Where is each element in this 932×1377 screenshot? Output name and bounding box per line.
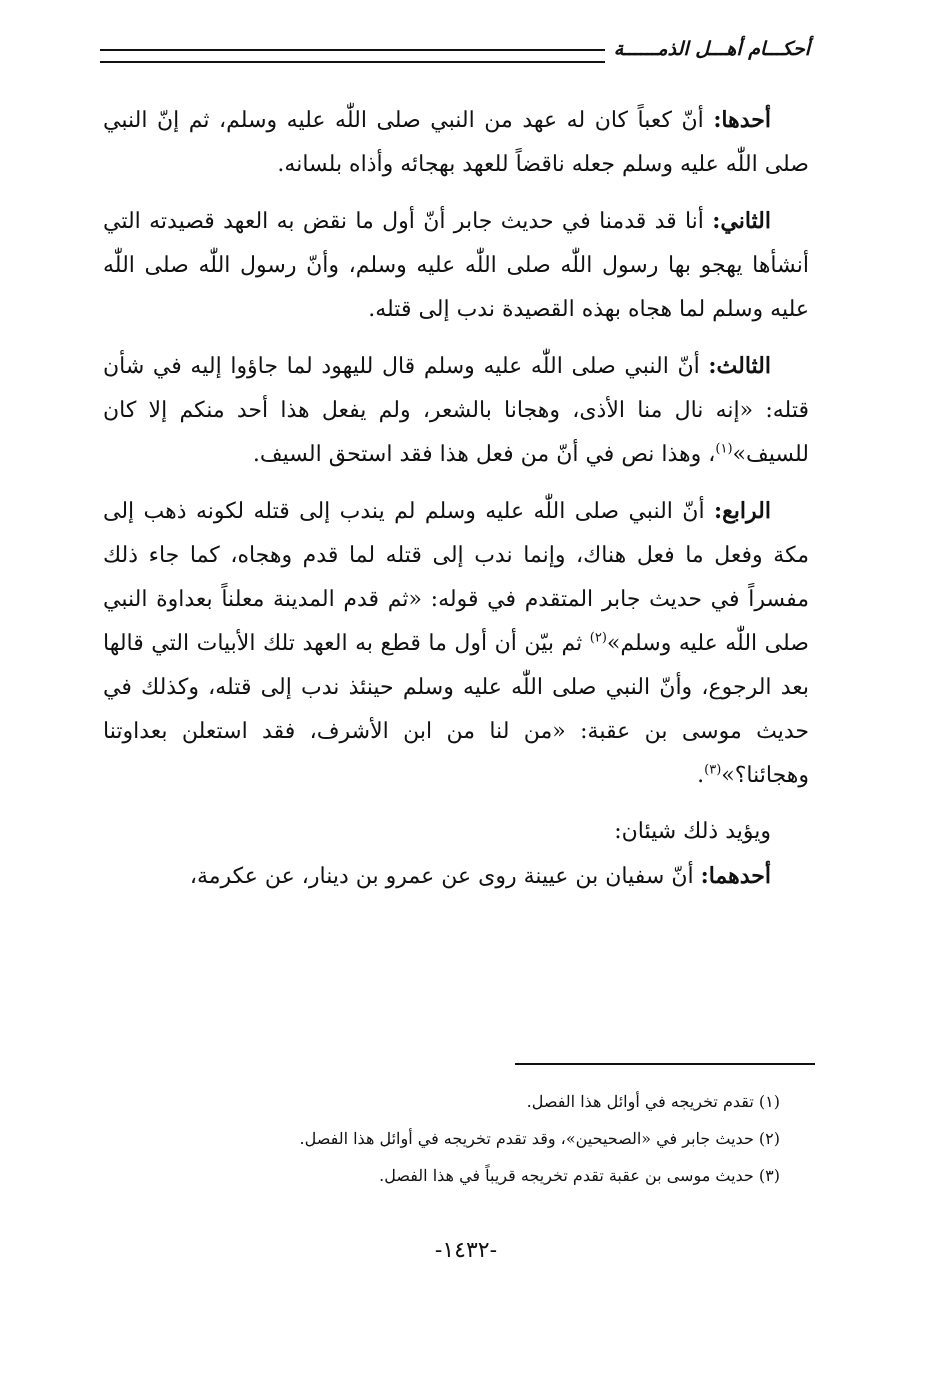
footnote-item: (٣) حديث موسى بن عقبة تقدم تخريجه قريباً في هذا الفصل.	[379, 1166, 780, 1185]
header-title: أحكـــام أهـــل الذمــــــة	[613, 38, 810, 60]
paragraph-first	[103, 98, 809, 187]
footnote-separator	[515, 1063, 815, 1065]
paragraph-tail: ، وهذا نص في أنّ من فعل هذا فقد استحق السيف.	[252, 442, 716, 467]
paragraph-fourth	[103, 489, 809, 798]
header-double-rule	[100, 49, 605, 63]
paragraph-lead: أحدهما:	[700, 863, 771, 889]
paragraph-fifth	[103, 810, 809, 854]
footnote-item: (١) تقدم تخريجه في أوائل هذا الفصل.	[526, 1092, 780, 1111]
paragraph-second	[103, 199, 809, 332]
paragraph-lead: أحدها:	[713, 107, 771, 133]
paragraph-lead: الثالث:	[708, 353, 771, 379]
paragraph-mid: ثم بيّن أن أول ما قطع به العهد تلك الأبيات التي قالها بعد الرجوع، وأنّ النبي صلى اللّٰه عليه وسلم حينئذ ندب إلى قتله، وكذلك في حديث موسى بن عقبة: «من لنا من ابن الأشرف، فقد استعلن بعداوتنا وهجائنا؟»	[103, 631, 809, 788]
paragraph-text: أنّ كعباً كان له عهد من النبي صلى اللّٰه عليه وسلم، ثم إنّ النبي صلى اللّٰه عليه وسلم جعله ناقضاً للعهد بهجائه وأذاه بلسانه.	[103, 108, 809, 177]
running-header	[100, 38, 810, 78]
footnote-item: (٢) حديث جابر في «الصحيحين»، وقد تقدم تخريجه في أوائل هذا الفصل.	[299, 1129, 780, 1148]
main-text	[103, 98, 809, 911]
paragraph-text: أنّ النبي صلى اللّٰه عليه وسلم لم يندب إلى قتله لكونه ذهب إلى مكة وفعل ما فعل هناك، وإنما ندب إلى قتله لما قدم وهجاه، كما جاء ذلك مفسراً في حديث جابر المتقدم في قوله: «ثم قدم المدينة معلناً بعداوة النبي صلى اللّٰه عليه وسلم»	[103, 499, 809, 656]
paragraph-tail: .	[697, 763, 705, 788]
paragraph-text: أنّ سفيان بن عيينة روى عن عمرو بن دينار، عن عكرمة،	[189, 864, 701, 889]
footnote-ref[interactable]: (٢)	[589, 630, 607, 646]
footnote-ref[interactable]: (١)	[715, 441, 733, 457]
paragraph-third	[103, 344, 809, 477]
paragraph-text: أنّ النبي صلى اللّٰه عليه وسلم قال لليهود لما جاؤوا إليه في شأن قتله: «إنه نال منا الأذى، وهجانا بالشعر، ولم يفعل هذا أحد منكم إلا كان للسيف»	[103, 354, 809, 467]
page-number: -١٤٣٢-	[434, 1238, 498, 1263]
footnotes	[150, 1083, 780, 1194]
footnote-ref[interactable]: (٣)	[704, 762, 722, 778]
paragraph-lead: الثاني:	[712, 208, 771, 234]
paragraph-lead: الرابع:	[713, 498, 771, 524]
paragraph-text: ويؤيد ذلك شيئان:	[614, 819, 771, 844]
paragraph-sixth	[103, 854, 809, 899]
paragraph-text: أنا قد قدمنا في حديث جابر أنّ أول ما نقض به العهد قصيدته التي أنشأها يهجو بها رسول اللّٰه صلى اللّٰه عليه وسلم، وأنّ رسول اللّٰه صلى اللّٰه عليه وسلم لما هجاه بهذه القصيدة ندب إلى قتله.	[103, 209, 809, 322]
